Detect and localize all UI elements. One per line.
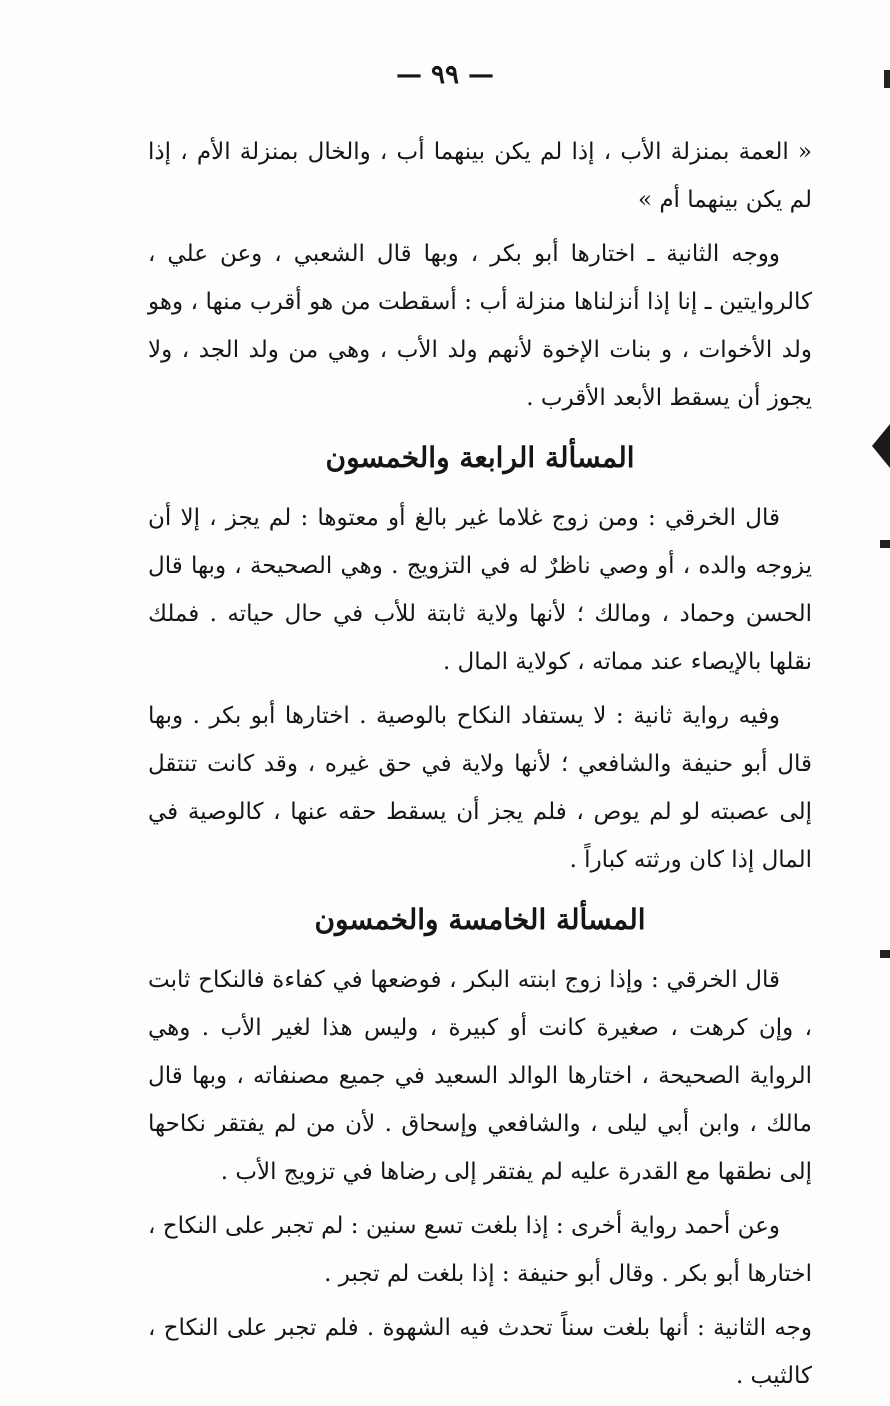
body-text xyxy=(148,128,812,1406)
scan-edge-mark xyxy=(880,950,890,958)
page-number: — ٩٩ — xyxy=(395,60,495,90)
paragraph: وعن أحمد رواية أخرى : إذا بلغت تسع سنين : لم تجبر على النكاح ، اختارها أبو بكر . وقال أبو حنيفة : إذا بلغت لم تجبر . xyxy=(148,1213,812,1287)
scan-edge-mark xyxy=(884,70,890,88)
paragraph: وجه الثانية : أنها بلغت سناً تحدث فيه الشهوة . فلم تجبر على النكاح ، كالثيب . xyxy=(148,1315,812,1389)
scan-edge-mark xyxy=(872,424,890,468)
section-heading: المسألة الخامسة والخمسون xyxy=(314,903,646,936)
paragraph: « العمة بمنزلة الأب ، إذا لم يكن بينهما أب ، والخال بمنزلة الأم ، إذا لم يكن بينهما أم » xyxy=(148,139,812,213)
section-heading: المسألة الرابعة والخمسون xyxy=(325,441,635,474)
paragraph: قال الخرقي : ومن زوج غلاما غير بالغ أو معتوها : لم يجز ، إلا أن يزوجه والده ، أو وصي ناظرٌ له في التزويج . وهي الصحيحة ، وبها قال الحسن وحماد ، ومالك ؛ لأنها ولاية ثابتة للأب في حال حياته . فملك نقلها بالإيصاء عند مماته ، كولاية المال . xyxy=(148,505,812,675)
paragraph: ووجه الثانية ـ اختارها أبو بكر ، وبها قال الشعبي ، وعن علي ، كالروايتين ـ إنا إذا أنزلناها منزلة أب : أسقطت من هو أقرب منها ، وهو ولد الأخوات ، و بنات الإخوة لأنهم ولد الأب ، وهي من ولد الجد ، ولا يجوز أن يسقط الأبعد الأقرب . xyxy=(148,241,812,411)
paragraph: قال الخرقي : وإذا زوج ابنته البكر ، فوضعها في كفاءة فالنكاح ثابت ، وإن كرهت ، صغيرة كانت أو كبيرة ، وليس هذا لغير الأب . وهي الرواية الصحيحة ، اختارها الوالد السعيد في جميع مصنفاته ، وبها قال مالك ، وابن أبي ليلى ، والشافعي وإسحاق . لأن من لم يفتقر نكاحها إلى نطقها مع القدرة عليه لم يفتقر إلى رضاها في تزويج الأب . xyxy=(148,967,812,1185)
scan-edge-mark xyxy=(880,540,890,548)
paragraph: وفيه رواية ثانية : لا يستفاد النكاح بالوصية . اختارها أبو بكر . وبها قال أبو حنيفة والشافعي ؛ لأنها ولاية في حق غيره ، وقد كانت تنتقل إلى عصبته لو لم يوص ، فلم يجز أن يسقط حقه عنها ، كالوصية في المال إذا كان ورثته كباراً . xyxy=(148,703,812,873)
